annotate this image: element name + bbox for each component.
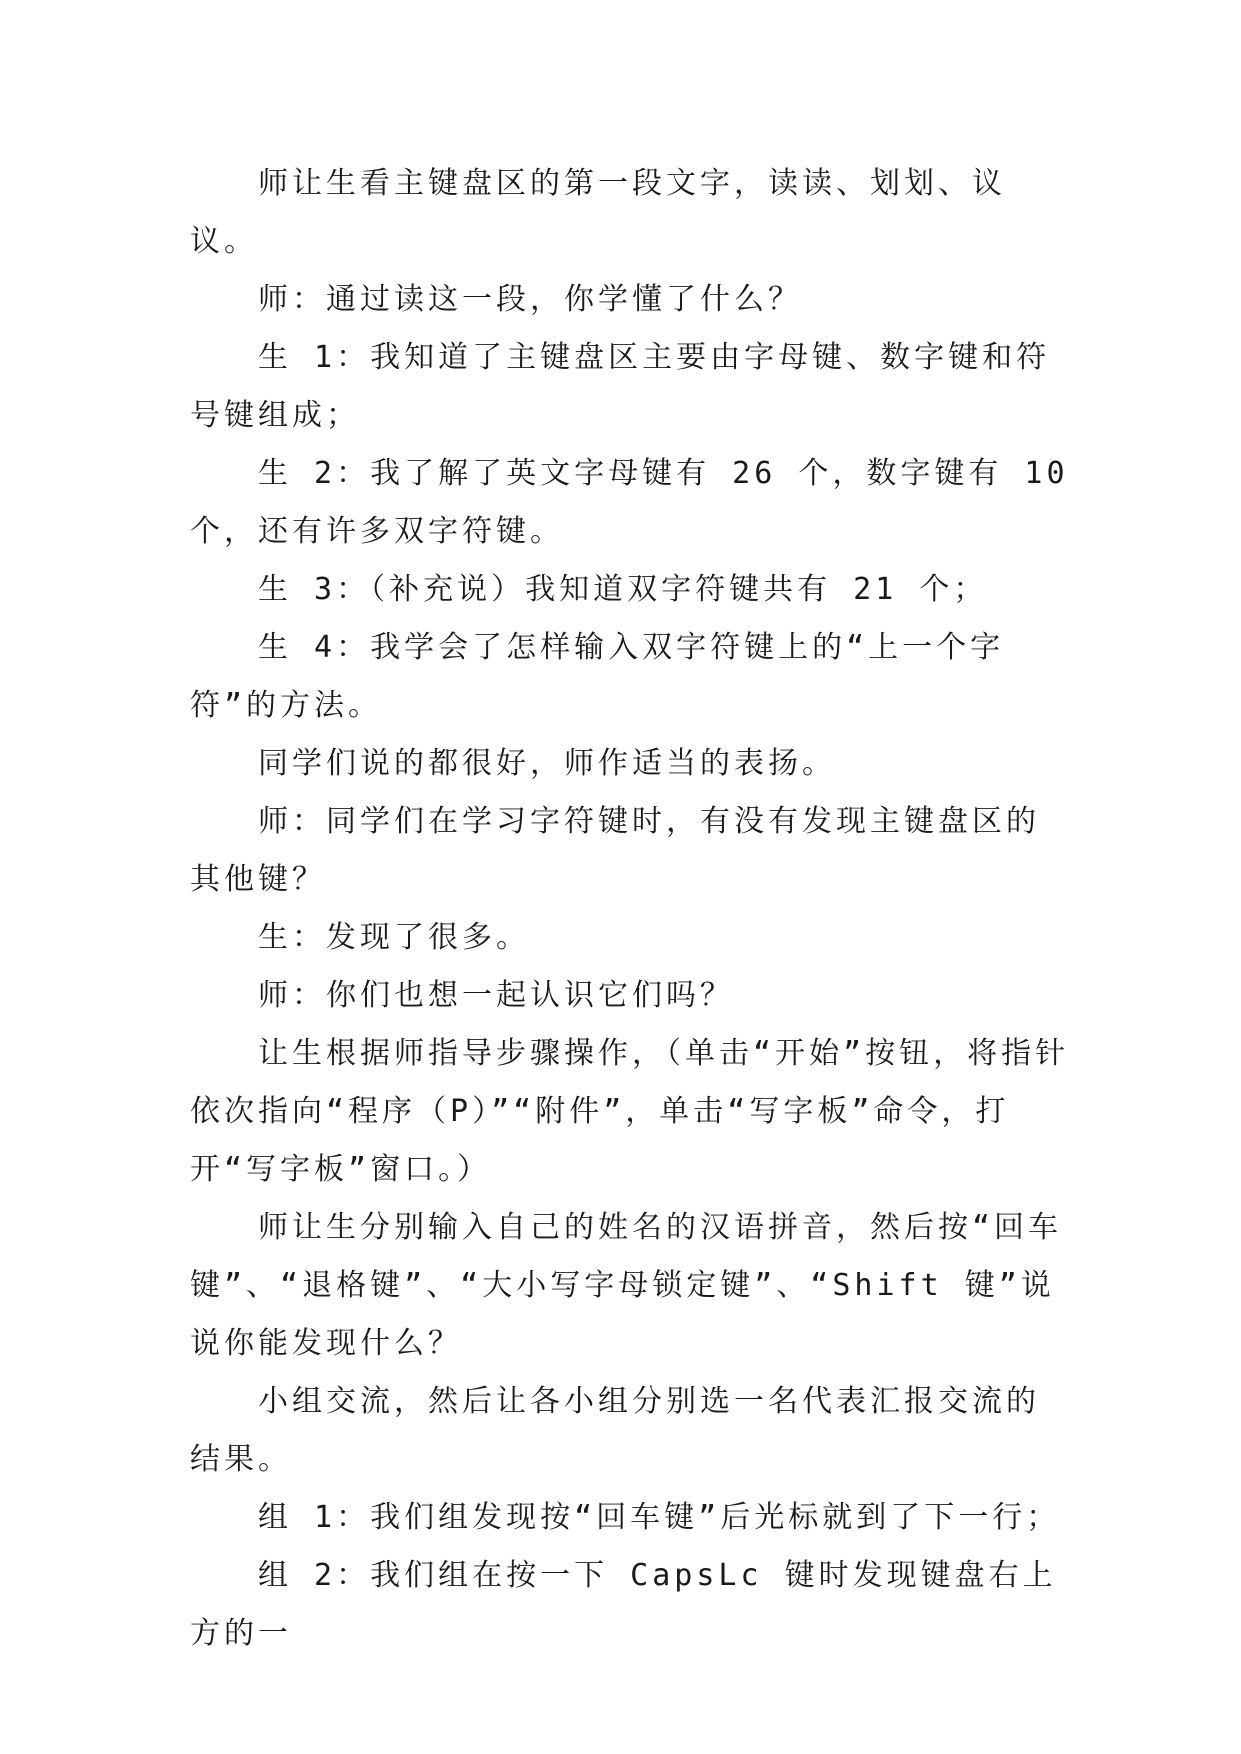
paragraph: 师：同学们在学习字符键时，有没有发现主键盘区的其他键？ bbox=[190, 804, 1040, 897]
paragraph: 师：通过读这一段，你学懂了什么？ bbox=[258, 282, 802, 317]
paragraph: 生 4：我学会了怎样输入双字符键上的“上一个字符”的方法。 bbox=[190, 630, 1005, 723]
paragraph: 组 2：我们组在按一下 CapsLc 键时发现键盘右上方的一 bbox=[190, 1558, 1057, 1651]
paragraph: 生：发现了很多。 bbox=[258, 920, 530, 955]
paragraph: 让生根据师指导步骤操作，（单击“开始”按钮，将指针依次指向“程序（P）”“附件”，单击“写字板”命令，打开“写字板”窗口。） bbox=[190, 1036, 1070, 1187]
paragraph: 小组交流，然后让各小组分别选一名代表汇报交流的结果。 bbox=[190, 1384, 1040, 1477]
document-body bbox=[190, 155, 1070, 1663]
paragraph: 组 1：我们组发现按“回车键”后光标就到了下一行； bbox=[258, 1500, 1061, 1535]
paragraph: 师让生分别输入自己的姓名的汉语拼音，然后按“回车键”、“退格键”、“大小写字母锁定键”、“Shift 键”说说你能发现什么？ bbox=[190, 1210, 1063, 1361]
paragraph: 生 1：我知道了主键盘区主要由字母键、数字键和符号键组成； bbox=[190, 340, 1051, 433]
paragraph: 同学们说的都很好，师作适当的表扬。 bbox=[258, 746, 836, 781]
paragraph: 师：你们也想一起认识它们吗？ bbox=[258, 978, 734, 1013]
paragraph: 生 2：我了解了英文字母键有 26 个，数字键有 10 个，还有许多双字符键。 bbox=[190, 456, 1069, 549]
paragraph: 生 3：（补充说）我知道双字符键共有 21 个； bbox=[258, 572, 988, 607]
paragraph: 师让生看主键盘区的第一段文字，读读、划划、议议。 bbox=[190, 166, 1006, 259]
